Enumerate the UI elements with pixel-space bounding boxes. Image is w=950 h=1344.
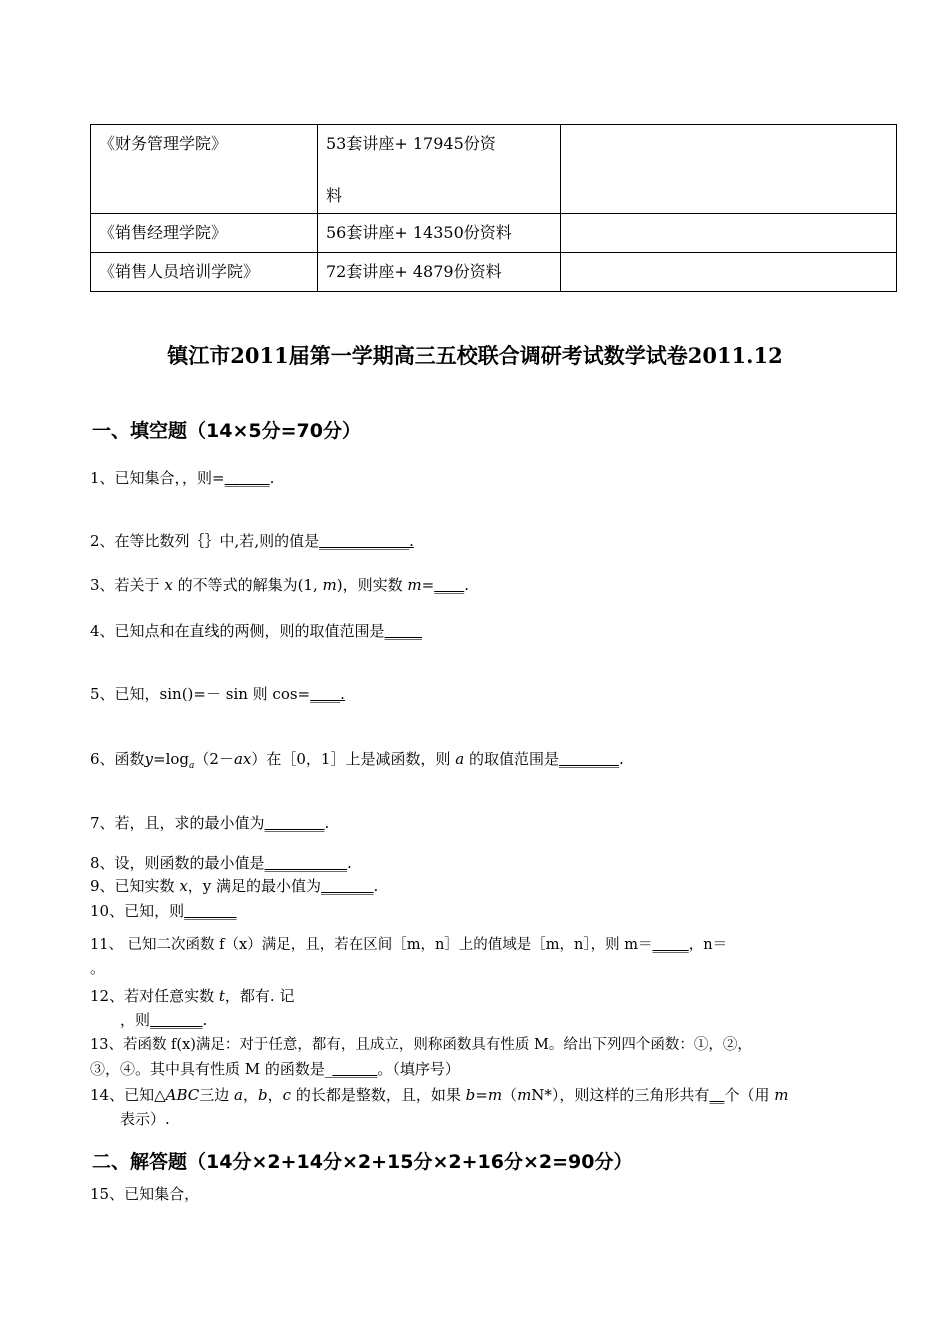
exam-title: 镇江市2011届第一学期高三五校联合调研考试数学试卷2011.12 [167, 343, 783, 368]
course-table [90, 124, 897, 292]
course-detail: 53套讲座+ 17945份资 [326, 134, 496, 153]
answer-blank: ____. [310, 685, 345, 703]
question-13-cont: ③，④。其中具有性质 M 的函数是_______。（填序号） [90, 1060, 460, 1078]
question-15: 15、已知集合， [90, 1185, 200, 1203]
course-name: 《财务管理学院》 [99, 134, 228, 153]
answer-blank: ____________. [319, 532, 414, 550]
section-solution-heading: 二、解答题（14分×2+14分×2+15分×2+16分×2=90分） [92, 1151, 633, 1173]
table-cell [561, 214, 897, 253]
question-5: 5、已知，sin()=－ sin 则 cos=____. [90, 685, 345, 703]
question-9: 9、已知实数 x，y 满足的最小值为_______. [90, 877, 379, 895]
course-detail: 72套讲座+ 4879份资料 [326, 262, 502, 281]
answer-blank: _______ [184, 902, 237, 920]
question-2: 2、在等比数列｛｝中,若,则的值是____________. [90, 532, 414, 550]
answer-blank: ______ [332, 1060, 378, 1078]
question-12-cont: ，则_______. [120, 1011, 208, 1029]
course-detail: 56套讲座+ 14350份资料 [326, 223, 512, 242]
table-cell [561, 253, 897, 292]
question-13: 13、若函数 f(x)满足：对于任意，都有，且成立，则称函数具有性质 M。给出下列四个函数：①，②， [90, 1037, 752, 1053]
table-cell [318, 253, 561, 292]
question-3: 3、若关于 x 的不等式的解集为(1, m)，则实数 m=____. [90, 576, 469, 594]
table-cell [318, 125, 561, 214]
table-cell [91, 253, 318, 292]
course-name: 《销售经理学院》 [99, 223, 228, 242]
question-6: 6、函数$y=\log_a(2-ax)$在［0，1］上是减函数，则 a 的取值范围是________. [90, 750, 624, 771]
section-fill-in-heading: 一、填空题（14×5分=70分） [92, 420, 361, 442]
table-cell [318, 214, 561, 253]
question-11-cont: 。 [90, 959, 106, 977]
table-row [91, 253, 897, 292]
answer-blank: ________ [264, 814, 325, 832]
table-cell [91, 125, 318, 214]
question-4: 4、已知点和在直线的两侧，则的取值范围是_____ [90, 622, 423, 640]
question-10: 10、已知，则_______ [90, 902, 237, 920]
answer-blank: _______ [150, 1011, 203, 1029]
answer-blank: _____ [384, 622, 423, 640]
question-7: 7、若，且，求的最小值为________. [90, 814, 330, 832]
answer-blank: ________ [558, 750, 619, 768]
answer-blank: ____ [434, 576, 465, 594]
question-14: 14、已知△ABC三边 a，b，c 的长都是整数，且，如果 b=m（mN*），则这样的三角形共有__个（用 m [90, 1086, 789, 1104]
question-1: 1、已知集合，，则=______. [90, 469, 275, 487]
answer-blank: _______ [321, 877, 374, 895]
table-row [91, 214, 897, 253]
answer-blank: ______ [224, 469, 270, 487]
answer-blank: __ [709, 1086, 725, 1104]
table-cell [91, 214, 318, 253]
table-row [91, 125, 897, 214]
table-cell [561, 125, 897, 214]
question-12: 12、若对任意实数 t，都有. 记 [90, 987, 295, 1005]
course-name: 《销售人员培训学院》 [99, 262, 260, 281]
question-8: 8、设，则函数的最小值是___________. [90, 854, 352, 872]
course-detail-cont: 料 [326, 186, 343, 205]
question-11: 11、 已知二次函数 f（x）满足，且，若在区间［m，n］上的值域是［m，n］，则 m＝_____，n＝ [90, 937, 728, 953]
answer-blank: ___________ [264, 854, 348, 872]
question-14-cont: 表示）. [120, 1110, 170, 1128]
answer-blank: _____ [652, 937, 689, 953]
